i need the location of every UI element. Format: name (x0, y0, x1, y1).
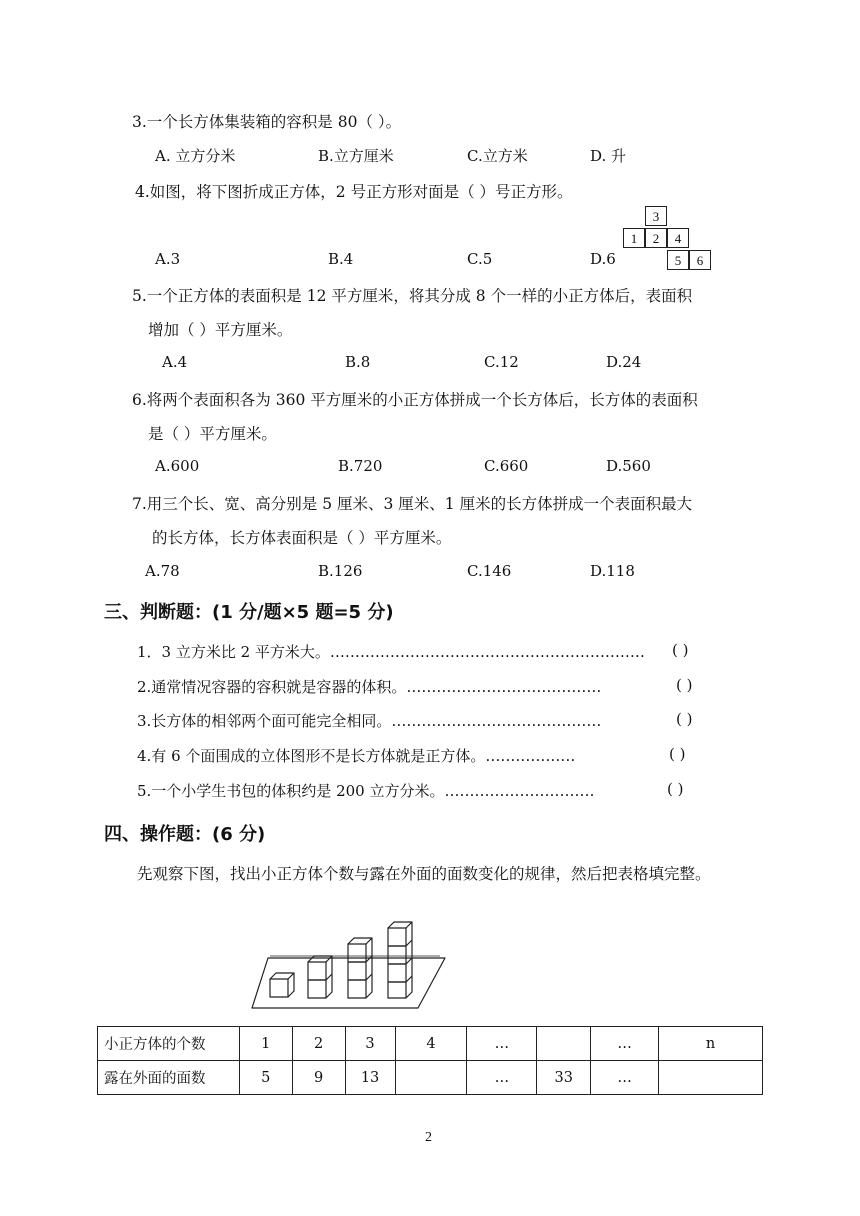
q4-option-d: D.6 (590, 250, 616, 268)
q7-option-b: B.126 (318, 562, 363, 580)
q3-option-b: B.立方厘米 (318, 147, 394, 165)
table-cell: … (467, 1061, 537, 1095)
q4-option-a: A.3 (155, 250, 181, 268)
judge-item-2: 2.通常情况容器的容积就是容器的体积。………………………………… (137, 678, 602, 696)
table-row-cube-count (98, 1027, 763, 1061)
q3-option-d: D. 升 (590, 147, 627, 165)
q7-option-a: A.78 (145, 562, 180, 580)
judge-answer-paren-1: ( ) (672, 641, 689, 659)
q7-option-c: C.146 (467, 562, 512, 580)
cube-stack-1 (270, 973, 294, 997)
net-square-4: 4 (667, 228, 689, 248)
q5-option-b: B.8 (345, 353, 371, 371)
cube-stack-2 (308, 956, 332, 998)
q3-option-c: C.立方米 (467, 147, 528, 165)
page-number: 2 (425, 1130, 432, 1145)
cube-stack-3 (348, 938, 372, 998)
q4-option-c: C.5 (467, 250, 493, 268)
table-cell: … (467, 1027, 537, 1061)
table-cell-blank[interactable] (659, 1061, 763, 1095)
question-7-line-1: 7.用三个长、宽、高分别是 5 厘米、3 厘米、1 厘米的长方体拼成一个表面积最大 (132, 495, 693, 513)
table-cell: 2 (292, 1027, 345, 1061)
cube-stack-4 (388, 922, 412, 998)
table-cell-blank[interactable] (395, 1061, 467, 1095)
judge-item-5: 5.一个小学生书包的体积约是 200 立方分米。………………………… (137, 782, 595, 800)
net-square-5: 5 (667, 250, 689, 270)
question-4: 4.如图，将下图折成正方体，2 号正方形对面是（ ）号正方形。 (135, 183, 573, 201)
cube-stacks-illustration (240, 918, 450, 1014)
table-cell: … (591, 1061, 659, 1095)
q3-option-a: A. 立方分米 (155, 147, 236, 165)
q7-option-d: D.118 (590, 562, 635, 580)
question-6-line-2: 是（ ）平方厘米。 (148, 425, 277, 443)
judge-answer-paren-3: ( ) (676, 710, 693, 728)
table-cell: … (591, 1027, 659, 1061)
question-6-line-1: 6.将两个表面积各为 360 平方厘米的小正方体拼成一个长方体后，长方体的表面积 (132, 391, 698, 409)
q4-option-b: B.4 (328, 250, 354, 268)
q6-option-c: C.660 (484, 457, 529, 475)
q6-option-d: D.560 (606, 457, 651, 475)
judge-answer-paren-2: ( ) (676, 676, 693, 694)
question-5-line-2: 增加（ ）平方厘米。 (148, 321, 293, 339)
section-operation-title: 四、操作题：(6 分) (104, 824, 266, 845)
table-cell: 3 (345, 1027, 395, 1061)
operation-instruction: 先观察下图，找出小正方体个数与露在外面的面数变化的规律，然后把表格填完整。 (137, 865, 711, 883)
q6-option-b: B.720 (338, 457, 383, 475)
table-cell: 1 (239, 1027, 292, 1061)
judge-item-3: 3.长方体的相邻两个面可能完全相同。…………………………………… (137, 712, 602, 730)
question-5-line-1: 5.一个正方体的表面积是 12 平方厘米，将其分成 8 个一样的小正方体后，表面积 (132, 287, 693, 305)
net-square-1: 1 (623, 228, 645, 248)
judge-answer-paren-5: ( ) (667, 780, 684, 798)
net-square-6: 6 (689, 250, 711, 270)
table-cell: n (659, 1027, 763, 1061)
question-7-line-2: 的长方体，长方体表面积是（ ）平方厘米。 (152, 529, 452, 547)
table-cell-blank[interactable] (537, 1027, 591, 1061)
net-square-3: 3 (645, 206, 667, 226)
judge-answer-paren-4: ( ) (669, 745, 686, 763)
table-header-cube-count: 小正方体的个数 (98, 1027, 240, 1061)
q5-option-d: D.24 (606, 353, 642, 371)
table-cell: 5 (239, 1061, 292, 1095)
section-judge-title: 三、判断题：(1 分/题×5 题=5 分) (104, 602, 394, 623)
table-header-exposed-faces: 露在外面的面数 (98, 1061, 240, 1095)
table-cell: 33 (537, 1061, 591, 1095)
table-cell: 9 (292, 1061, 345, 1095)
q5-option-c: C.12 (484, 353, 519, 371)
judge-item-1: 1．3 立方米比 2 平方米大。……………………………………………………… (137, 643, 645, 661)
net-square-2: 2 (645, 228, 667, 248)
table-cell: 13 (345, 1061, 395, 1095)
q6-option-a: A.600 (155, 457, 200, 475)
table-cell: 4 (395, 1027, 467, 1061)
question-3: 3.一个长方体集装箱的容积是 80（ ）。 (132, 113, 402, 131)
judge-item-4: 4.有 6 个面围成的立体图形不是长方体就是正方体。……………… (137, 747, 576, 765)
table-row-exposed-faces (98, 1061, 763, 1095)
q5-option-a: A.4 (162, 353, 188, 371)
pattern-table (97, 1026, 763, 1095)
